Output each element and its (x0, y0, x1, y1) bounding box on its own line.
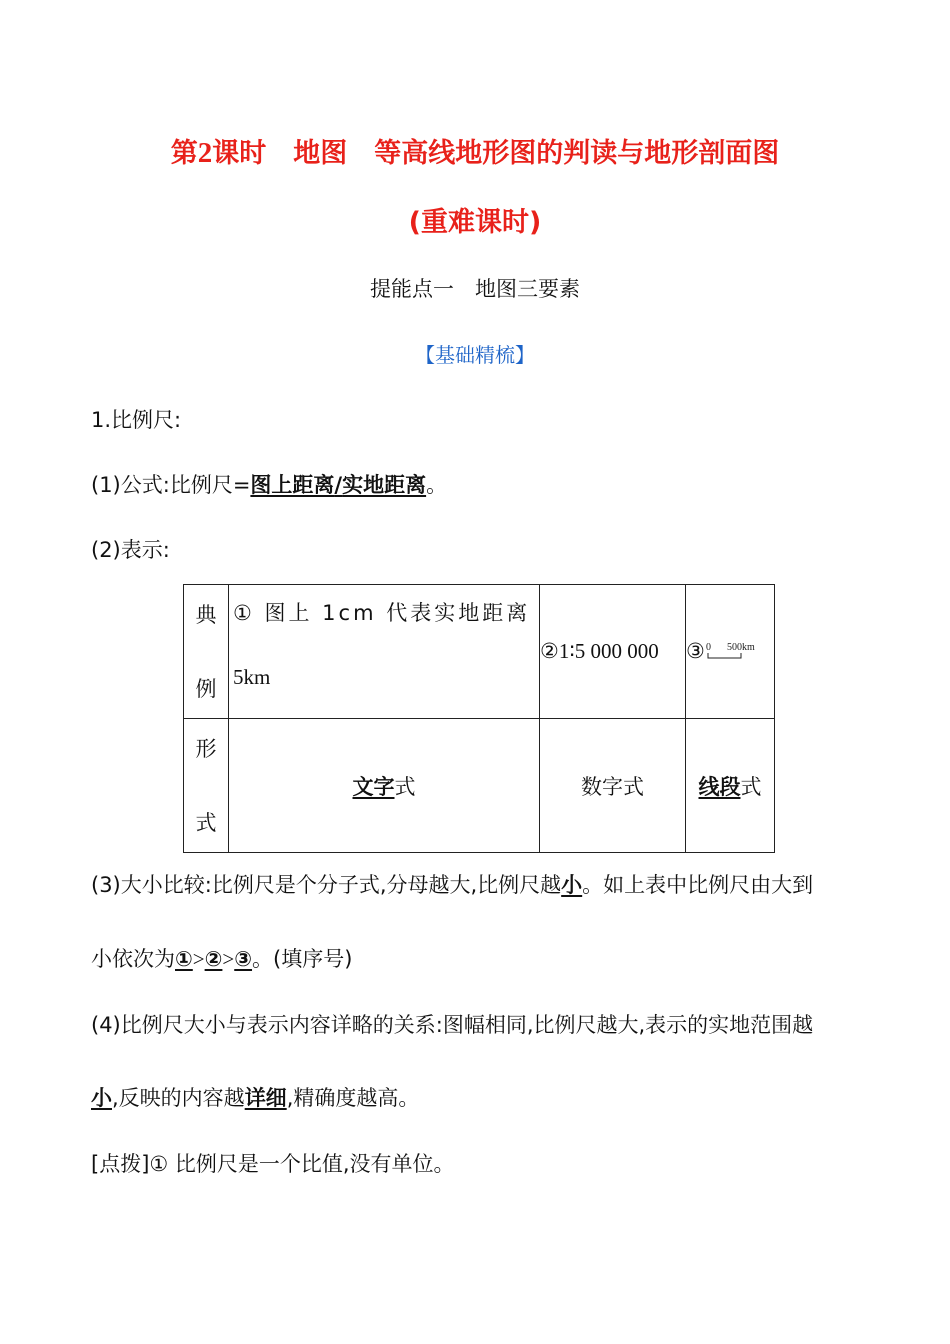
gt-sign: > (222, 947, 235, 971)
item3-line2-suffix: 。(填序号) (252, 947, 353, 971)
answer-map-distance: 图上距离 (250, 473, 335, 497)
item4-line2 (91, 1082, 871, 1112)
answer-order-2: ② (204, 947, 223, 971)
item4-mid: ,反映的内容越 (112, 1086, 245, 1110)
item-formula (91, 469, 871, 499)
formula-prefix: (1)公式:比例尺= (91, 473, 251, 497)
example-text-line2: 5km (233, 665, 271, 689)
cell-example-bar (686, 585, 775, 719)
item2-representation: (2)表示: (91, 538, 170, 562)
row-head-forms (184, 719, 229, 853)
title-number: 2 (197, 137, 213, 169)
item4-line1: (4)比例尺大小与表示内容详略的关系:图幅相同,比例尺越大,表示的实地范围越 (91, 1013, 814, 1037)
example-bar-marker: ③ (686, 639, 705, 663)
item3-prefix: (3)大小比较:比例尺是个分子式,分母越大,比例尺越 (91, 873, 562, 897)
tip-note: [点拨]① 比例尺是一个比值,没有单位。 (91, 1152, 455, 1176)
row-head-examples (184, 585, 229, 719)
row-head-char: 例 (195, 676, 217, 701)
example-number: ②1∶5 000 000 (540, 639, 659, 663)
example-text-line1: ① 图上 1cm 代表实地距离 (233, 601, 531, 625)
row-head-char: 典 (195, 602, 217, 627)
formula-suffix: 。 (426, 473, 448, 497)
form-suffix: 式 (740, 774, 762, 799)
item3-line2 (91, 943, 871, 973)
cell-example-text (229, 585, 540, 719)
formula-slash: / (334, 473, 343, 497)
item4-suffix: ,精确度越高。 (286, 1086, 420, 1110)
item3-line1 (91, 869, 871, 899)
page-title (0, 131, 950, 170)
item3-line2-prefix: 小依次为 (91, 947, 175, 971)
scale-table (183, 584, 775, 853)
section-label: 【基础精梳】 (415, 343, 535, 367)
row-head-char: 式 (195, 810, 217, 835)
answer-order-3: ③ (234, 947, 253, 971)
table-row-forms (184, 719, 775, 853)
page-title-line2: (重难课时) (408, 207, 542, 238)
answer-real-distance: 实地距离 (342, 473, 427, 497)
cell-example-number (540, 585, 686, 719)
subheading: 提能点一 地图三要素 (370, 277, 580, 301)
answer-smaller: 小 (561, 873, 583, 897)
answer-text-form: 文字 (352, 774, 395, 799)
scale-bar-icon (705, 640, 769, 664)
cell-form-bar (686, 719, 775, 853)
scale-bar-zero: 0 (705, 642, 711, 653)
gt-sign: > (192, 947, 205, 971)
title-prefix: 第 (170, 138, 198, 169)
table-row-examples (184, 585, 775, 719)
answer-order-1: ① (175, 947, 193, 971)
answer-bar-form: 线段 (698, 774, 741, 799)
item3-suffix: 。如上表中比例尺由大到 (582, 873, 814, 897)
title-rest: 课时 地图 等高线地形图的判读与地形剖面图 (212, 138, 780, 169)
item1-scale: 1.比例尺: (91, 408, 182, 432)
answer-detailed: 详细 (244, 1086, 287, 1110)
cell-form-number: 数字式 (540, 719, 686, 853)
cell-form-text (229, 719, 540, 853)
form-suffix: 式 (394, 774, 416, 799)
answer-range-small: 小 (91, 1086, 112, 1110)
row-head-char: 形 (195, 736, 217, 761)
scale-bar-km: 500km (726, 642, 755, 653)
